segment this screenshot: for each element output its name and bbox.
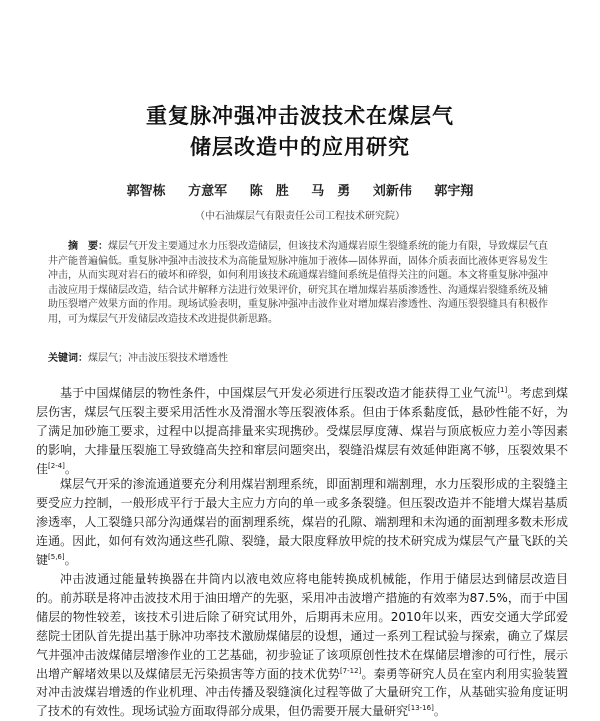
author: 郭智栋 [126, 184, 166, 199]
author: 方意军 [188, 184, 228, 199]
paragraph-text: 。 [64, 552, 77, 567]
citation: [1] [497, 386, 508, 394]
paragraph-text: 煤层气开采的渗流通道要充分利用煤岩割理系统，即面割理和端割理，水力压裂形成的主裂缝主要受应力控制，一般形成平行于最大主应力方向的单一或多条裂缝。但压裂改造并不能增大煤岩基质渗透率，人工裂缝只部分沟通煤岩的面割理系统，煤岩的孔隙、端割理和未沟通的面割理多数未形成连通。因此，如何有效沟通这些孔隙、裂缝，最大限度释放甲烷的技术研究成为煤层气产量飞跃的关键 [36, 477, 568, 567]
paragraph-text: 。 [64, 461, 77, 476]
paper-title-line-2: 储层改造中的应用研究 [190, 135, 410, 159]
author: 刘新伟 [372, 184, 412, 199]
citation: [2-4] [48, 461, 65, 470]
citation: [13-16] [408, 704, 434, 713]
author: 郭宇翔 [434, 184, 474, 199]
citation: [7-12] [339, 666, 362, 675]
keywords-text: 煤层气；冲击波压裂技术增透性 [88, 353, 228, 364]
paragraph-text: 。秦勇等研究人员在室内利用实验装置对冲击波煤岩增透的作业机理、冲击传播及裂缝演化过程等做了大量研究工作，从基础实验角度证明了技术的有效性。现场试验方面取得部分成果，但仍需要开展大量研究 [36, 666, 568, 719]
abstract [48, 240, 548, 328]
abstract-text: 煤层气开发主要通过水力压裂改造储层，但该技术沟通煤岩原生裂缝系统的能力有限，导致煤层气直井产能普遍偏低。重复脉冲强冲击波技术为高能量短脉冲施加于液体—固体界面，固体介质表面比液体更容易发生冲击，从而实现对岩石的破坏和碎裂，如何利用该技术疏通煤岩缝间系统是值得关注的问题。本文将重复脉冲强冲击波应用于煤储层改造，结合试井解释方法进行效果评价，研究其在增加煤岩基质渗透性、沟通煤岩裂缝系统及辅助压裂增产效果方面的作用。现场试验表明，重复脉冲强冲击波作业对增加煤岩渗透性、沟通压裂裂缝具有积极作用，可为煤层气开发储层改造技术改进提供新思路。 [48, 241, 548, 325]
paragraph-text: 冲击波通过能量转换器在井筒内以液电效应将电能转换成机械能，作用于储层达到储层改造目的。前苏联是将冲击波技术用于油田增产的先驱，采用冲击波增产措施的有效率为87.5%，而于中国储层的物性较差，该技术引进后除了研究试用外，后期再未应用。2010年以来，西安交通大学邱爱慈院士团队首先提出基于脉冲功率技术激励煤储层的设想，通过一系列工程试验与探索，确立了煤层气井强冲击波煤储层增渗作业的工艺基础，初步验证了该项原创性技术在煤储层增渗的可行性，展示出增产解堵效果以及煤储层无污染损害等方面的技术优势 [36, 572, 568, 681]
body-paragraph-2 [36, 475, 568, 570]
paragraph-text: 。考虑到煤层伤害，煤层气压裂主要采用活性水及滑溜水等压裂液体系。但由于体系黏度低，悬砂性能不好，为了满足加砂施工要求，过程中以提高排量来实现携砂。受煤层厚度薄、煤岩与顶底板应力差小等因素的影响，大排量压裂施工导致缝高失控和窜层问题突出，裂缝沿煤层有效延伸距离不够，压裂效果不佳 [36, 386, 568, 476]
abstract-label: 摘 要： [68, 241, 108, 252]
keywords-label: 关键词： [48, 353, 88, 364]
paragraph-text: 基于中国煤储层的物性条件，中国煤层气开发必须进行压裂改造才能获得工业气流 [60, 386, 498, 400]
author: 陈 胜 [249, 184, 289, 199]
author: 马 勇 [311, 184, 351, 199]
citation: [5,6] [48, 552, 65, 561]
body-paragraph-3 [36, 570, 568, 721]
keywords [48, 352, 548, 366]
author-list [0, 180, 600, 199]
paper-title-line-1: 重复脉冲强冲击波技术在煤层气 [146, 104, 454, 128]
paragraph-text: 。 [433, 704, 446, 719]
body-paragraph-1 [36, 384, 568, 479]
affiliation: （中石油煤层气有限责任公司工程技术研究院） [195, 211, 405, 222]
